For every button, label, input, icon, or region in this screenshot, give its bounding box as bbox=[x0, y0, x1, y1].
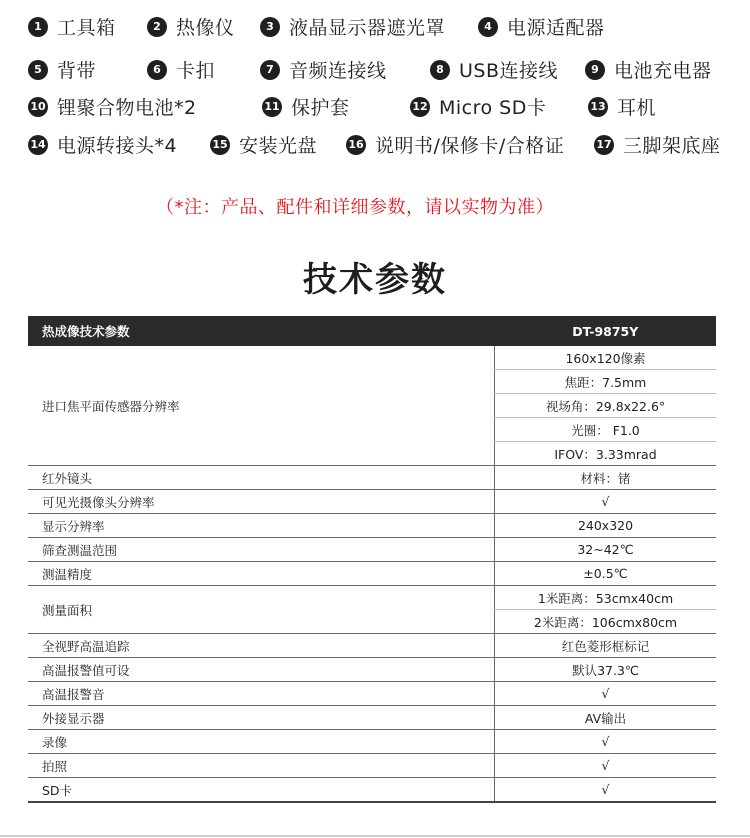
row-value: AV输出 bbox=[495, 706, 717, 730]
accessory-label: 卡扣 bbox=[176, 60, 216, 82]
table-row bbox=[28, 658, 716, 682]
row-value: 光圈： F1.0 bbox=[495, 418, 717, 442]
number-badge: 15 bbox=[210, 135, 230, 155]
accessory-item bbox=[28, 56, 96, 83]
table-row bbox=[28, 586, 716, 610]
row-value: 焦距：7.5mm bbox=[495, 370, 717, 394]
row-value: ±0.5℃ bbox=[495, 562, 717, 586]
row-value: 红色菱形框标记 bbox=[495, 634, 717, 658]
bottom-divider bbox=[0, 835, 750, 837]
accessory-item bbox=[410, 93, 546, 120]
row-label: 进口焦平面传感器分辨率 bbox=[28, 346, 495, 466]
table-row bbox=[28, 634, 716, 658]
table-row bbox=[28, 346, 716, 370]
number-badge: 9 bbox=[585, 60, 605, 80]
accessory-label: 锂聚合物电池*2 bbox=[57, 97, 197, 119]
accessory-label: 电池充电器 bbox=[614, 60, 712, 82]
row-label: 测量面积 bbox=[28, 586, 495, 634]
accessory-item bbox=[28, 13, 116, 40]
number-badge: 5 bbox=[28, 60, 48, 80]
accessory-item bbox=[585, 56, 712, 83]
row-label: 全视野高温追踪 bbox=[28, 634, 495, 658]
row-label: SD卡 bbox=[28, 778, 495, 803]
table-row bbox=[28, 538, 716, 562]
row-label: 录像 bbox=[28, 730, 495, 754]
row-label: 红外镜头 bbox=[28, 466, 495, 490]
row-value: 1米距离：53cmx40cm bbox=[495, 586, 717, 610]
accessory-item bbox=[260, 13, 445, 40]
number-badge: 11 bbox=[262, 97, 282, 117]
accessory-item bbox=[478, 13, 605, 40]
number-badge: 10 bbox=[28, 97, 48, 117]
accessory-label: USB连接线 bbox=[459, 60, 559, 82]
accessory-item bbox=[260, 56, 387, 83]
accessory-label: 工具箱 bbox=[57, 17, 116, 39]
row-value: √ bbox=[495, 682, 717, 706]
accessory-item bbox=[147, 56, 215, 83]
accessory-label: 说明书/保修卡/合格证 bbox=[375, 135, 565, 157]
row-value: IFOV：3.33mrad bbox=[495, 442, 717, 466]
accessory-label: Micro SD卡 bbox=[439, 97, 547, 119]
accessory-item bbox=[210, 131, 317, 158]
accessory-item bbox=[430, 56, 558, 83]
accessory-item bbox=[28, 93, 197, 120]
row-value: 32~42℃ bbox=[495, 538, 717, 562]
number-badge: 6 bbox=[147, 60, 167, 80]
number-badge: 14 bbox=[28, 135, 48, 155]
row-value: 2米距离：106cmx80cm bbox=[495, 610, 717, 634]
row-label: 显示分辨率 bbox=[28, 514, 495, 538]
table-row bbox=[28, 754, 716, 778]
table-header-left: 热成像技术参数 bbox=[28, 316, 495, 346]
row-value: 240x320 bbox=[495, 514, 717, 538]
row-value: √ bbox=[495, 490, 717, 514]
row-value: √ bbox=[495, 778, 717, 803]
row-label: 拍照 bbox=[28, 754, 495, 778]
table-row bbox=[28, 682, 716, 706]
row-label: 筛查测温范围 bbox=[28, 538, 495, 562]
accessory-item bbox=[28, 131, 177, 158]
table-row bbox=[28, 706, 716, 730]
accessory-item bbox=[262, 93, 350, 120]
accessory-label: 保护套 bbox=[291, 97, 350, 119]
table-row bbox=[28, 514, 716, 538]
table-row bbox=[28, 562, 716, 586]
row-label: 高温报警值可设 bbox=[28, 658, 495, 682]
accessory-label: 三脚架底座 bbox=[623, 135, 721, 157]
accessory-item bbox=[594, 131, 721, 158]
number-badge: 3 bbox=[260, 17, 280, 37]
accessory-label: 热像仪 bbox=[176, 17, 235, 39]
row-label: 高温报警音 bbox=[28, 682, 495, 706]
accessory-item bbox=[346, 131, 564, 158]
number-badge: 17 bbox=[594, 135, 614, 155]
number-badge: 8 bbox=[430, 60, 450, 80]
number-badge: 13 bbox=[588, 97, 608, 117]
row-value: 160x120像素 bbox=[495, 346, 717, 370]
accessory-label: 音频连接线 bbox=[289, 60, 387, 82]
spec-table bbox=[28, 316, 716, 803]
row-label: 可见光摄像头分辨率 bbox=[28, 490, 495, 514]
row-value: 材料：锗 bbox=[495, 466, 717, 490]
table-row bbox=[28, 490, 716, 514]
row-value: 默认37.3℃ bbox=[495, 658, 717, 682]
row-label: 测温精度 bbox=[28, 562, 495, 586]
table-header-right: DT-9875Y bbox=[495, 316, 717, 346]
number-badge: 12 bbox=[410, 97, 430, 117]
number-badge: 2 bbox=[147, 17, 167, 37]
row-label: 外接显示器 bbox=[28, 706, 495, 730]
accessory-label: 耳机 bbox=[617, 97, 657, 119]
table-header-row bbox=[28, 316, 716, 346]
accessory-item bbox=[588, 93, 656, 120]
disclaimer-note: （*注：产品、配件和详细参数，请以实物为准） bbox=[156, 197, 554, 218]
table-row bbox=[28, 466, 716, 490]
accessory-list bbox=[0, 0, 750, 190]
accessory-label: 电源适配器 bbox=[507, 17, 605, 39]
accessory-label: 背带 bbox=[57, 60, 97, 82]
number-badge: 7 bbox=[260, 60, 280, 80]
row-value: √ bbox=[495, 754, 717, 778]
number-badge: 16 bbox=[346, 135, 366, 155]
accessory-label: 电源转接头*4 bbox=[57, 135, 178, 157]
number-badge: 4 bbox=[478, 17, 498, 37]
accessory-label: 液晶显示器遮光罩 bbox=[289, 17, 446, 39]
section-title: 技术参数 bbox=[303, 260, 447, 300]
number-badge: 1 bbox=[28, 17, 48, 37]
accessory-label: 安装光盘 bbox=[239, 135, 318, 157]
row-value: 视场角：29.8x22.6° bbox=[495, 394, 717, 418]
table-row bbox=[28, 778, 716, 803]
accessory-item bbox=[147, 13, 235, 40]
table-row bbox=[28, 730, 716, 754]
row-value: √ bbox=[495, 730, 717, 754]
